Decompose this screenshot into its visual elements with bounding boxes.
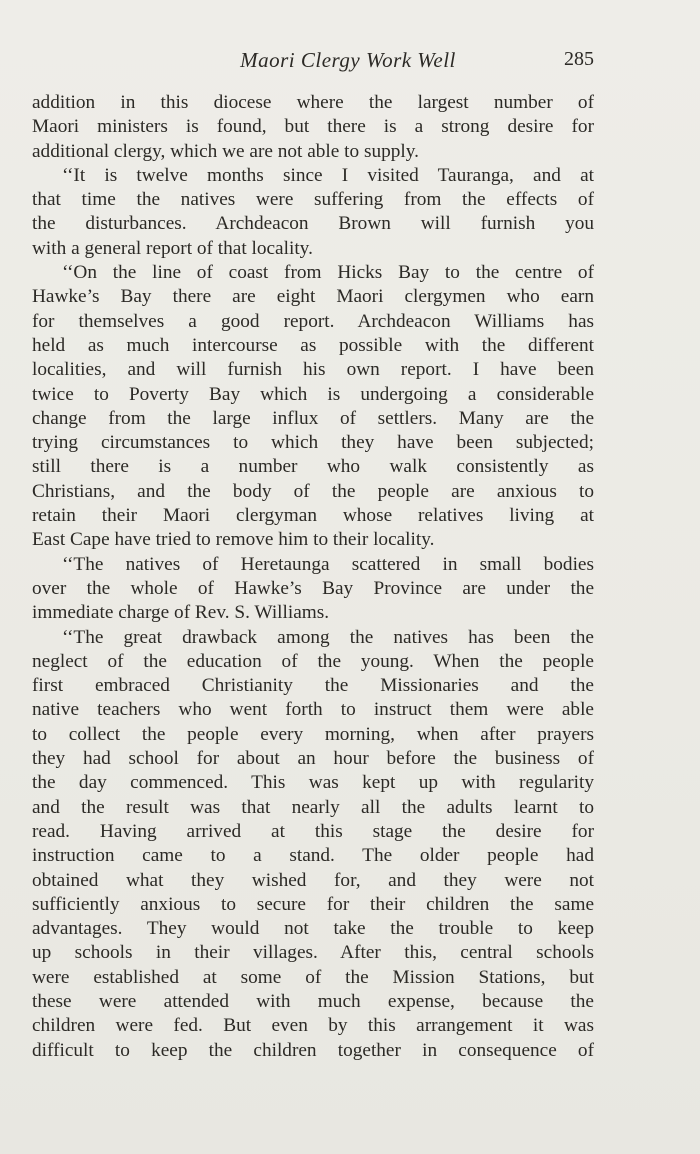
text-line: retain their Maori clergyman whose relatives living at xyxy=(32,505,594,527)
text-line: the day commenced. This was kept up with regularity xyxy=(32,772,594,794)
text-line: advantages. They would not take the trouble to keep xyxy=(32,918,594,940)
running-title: Maori Clergy Work Well xyxy=(240,48,456,72)
text-line: that time the natives were suffering from the effects of xyxy=(32,189,594,211)
text-line: still there is a number who walk consistently as xyxy=(32,456,594,478)
text-line: sufficiently anxious to secure for their children the same xyxy=(32,893,594,915)
running-head xyxy=(32,48,594,78)
text-line: ‘‘It is twelve months since I visited Tauranga, and at xyxy=(62,164,594,186)
text-line: immediate charge of Rev. S. Williams. xyxy=(32,602,330,624)
text-line: held as much intercourse as possible with the different xyxy=(32,334,594,356)
text-line: first embraced Christianity the Missionaries and the xyxy=(32,675,594,697)
text-line: East Cape have tried to remove him to their locality. xyxy=(32,529,435,551)
text-line: up schools in their villages. After this, central schools xyxy=(32,942,594,964)
text-line: obtained what they wished for, and they were not xyxy=(32,869,594,891)
text-line: ‘‘On the line of coast from Hicks Bay to the centre of xyxy=(62,262,594,284)
text-line: difficult to keep the children together in consequence of xyxy=(32,1039,594,1061)
text-line: they had school for about an hour before the business of xyxy=(32,748,594,770)
text-line: ‘‘The natives of Heretaunga scattered in small bodies xyxy=(62,553,594,575)
text-line: instruction came to a stand. The older people had xyxy=(32,845,594,867)
text-line: localities, and will furnish his own report. I have been xyxy=(32,359,594,381)
text-line: these were attended with much expense, because the xyxy=(32,990,594,1012)
text-line: trying circumstances to which they have been subjected; xyxy=(32,432,594,454)
text-line: neglect of the education of the young. When the people xyxy=(32,650,594,672)
text-line: to collect the people every morning, when after prayers xyxy=(32,723,594,745)
text-line: ‘‘The great drawback among the natives has been the xyxy=(62,626,594,648)
text-line: for themselves a good report. Archdeacon Williams has xyxy=(32,310,594,332)
text-line: native teachers who went forth to instruct them were able xyxy=(32,699,594,721)
text-line: read. Having arrived at this stage the desire for xyxy=(32,820,594,842)
text-line: the disturbances. Archdeacon Brown will furnish you xyxy=(32,213,594,235)
text-line: with a general report of that locality. xyxy=(32,237,313,259)
text-line: Maori ministers is found, but there is a strong desire for xyxy=(32,116,594,138)
text-line: children were fed. But even by this arrangement it was xyxy=(32,1015,594,1037)
text-line: addition in this diocese where the largest number of xyxy=(32,92,594,113)
text-line: additional clergy, which we are not able to supply. xyxy=(32,140,419,162)
page-number: 285 xyxy=(564,48,594,70)
text-line: and the result was that nearly all the adults learnt to xyxy=(32,796,594,818)
text-line: were established at some of the Mission Stations, but xyxy=(32,966,594,988)
body-text xyxy=(32,91,594,1063)
text-line: Christians, and the body of the people are anxious to xyxy=(32,480,594,502)
text-line: over the whole of Hawke’s Bay Province are under the xyxy=(32,577,594,599)
text-line: Hawke’s Bay there are eight Maori clergymen who earn xyxy=(32,286,594,308)
text-line: twice to Poverty Bay which is undergoing a considerable xyxy=(32,383,594,405)
text-line: change from the large influx of settlers. Many are the xyxy=(32,407,594,429)
